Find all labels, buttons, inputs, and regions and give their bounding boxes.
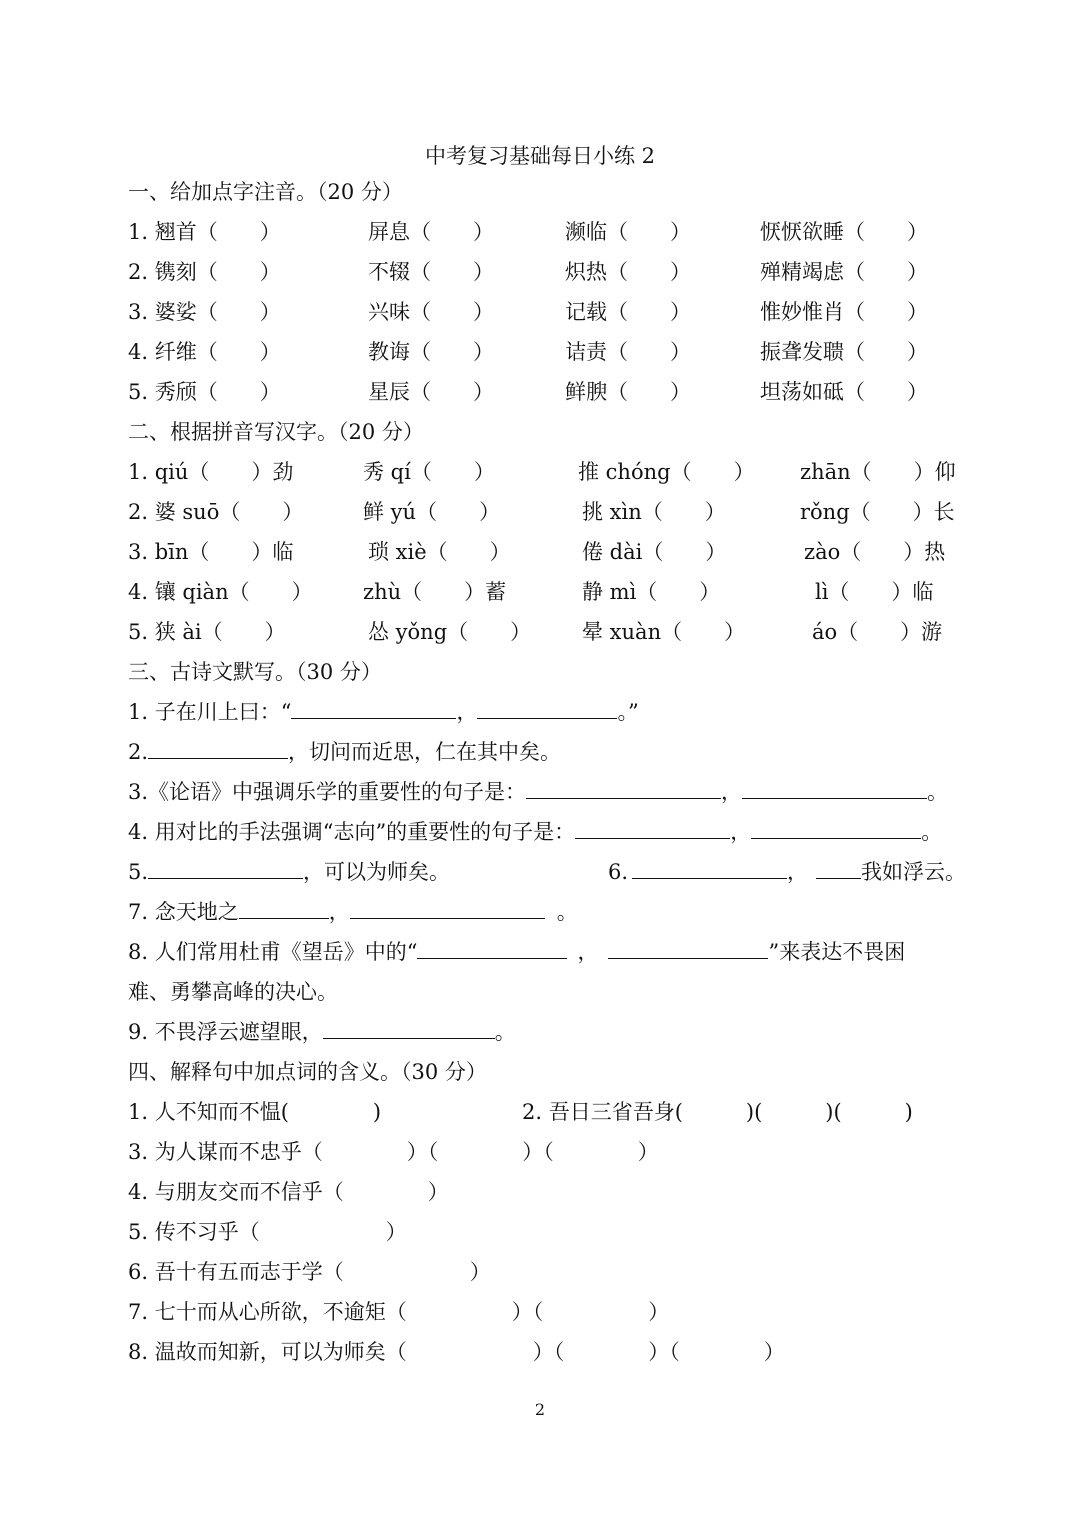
section2-item: 2. 婆 suō（ ） [128,500,304,524]
answer-blank[interactable] [477,698,617,719]
question-text: 我如浮云。 [861,860,967,884]
question-text: 7. 念天地之 [128,900,239,924]
section1-item: 振聋发聩（ ） [760,340,928,364]
question-text: ，切问而近思，仁在其中矣。 [288,740,562,764]
question-text: ，可以为师矣。 [303,860,451,884]
recitation-question-4 [128,817,942,847]
recitation-question-8 [128,937,905,967]
section2-item: áo（ ）游 [812,620,943,644]
section2-item: zhù（ ）蓄 [363,580,507,604]
recitation-question-3 [128,777,948,807]
section1-item: 殚精竭虑（ ） [760,260,928,284]
question-text: 8. 人们常用杜甫《望岳》中的“ [128,940,418,964]
section2-item: 静 mì（ ） [582,580,721,604]
explain-question-3: 3. 为人谋而不忠乎（ ）（ ）（ ） [128,1140,659,1164]
question-text: 2. [128,740,149,764]
answer-blank[interactable] [526,778,721,799]
section1-item: 2. 镌刻（ ） [128,260,281,284]
question-text: ， [456,700,478,724]
section1-item: 3. 婆娑（ ） [128,300,281,324]
section2-item: 挑 xìn（ ） [582,500,726,524]
recitation-question-5 [128,857,450,887]
question-text: 。 [921,820,943,844]
recitation-question-1 [128,697,639,727]
section1-item: 1. 翘首（ ） [128,220,281,244]
section1-item: 炽热（ ） [565,260,691,284]
section3-heading: 三、古诗文默写。（30 分） [128,660,382,684]
question-text: ， [730,820,752,844]
answer-blank[interactable] [608,938,768,959]
section1-item: 记载（ ） [565,300,691,324]
question-text: 。 [556,900,578,924]
explain-question-8: 8. 温故而知新，可以为师矣（ ）（ ）（ ） [128,1340,785,1364]
section1-item: 濒临（ ） [565,220,691,244]
recitation-question-6 [608,857,966,887]
answer-blank[interactable] [417,938,567,959]
explain-question-6: 6. 吾十有五而志于学（ ） [128,1260,491,1284]
recitation-question-7 [128,897,578,927]
section2-item: 5. 狭 ài（ ） [128,620,286,644]
explain-question-2: 2. 吾日三省吾身( )( )( ) [522,1100,913,1124]
answer-blank[interactable] [239,898,329,919]
answer-blank[interactable] [632,858,787,879]
section2-item: 鲜 yú（ ） [363,500,501,524]
question-text: ， [577,940,599,964]
answer-blank[interactable] [148,858,303,879]
section1-item: 恹恹欲睡（ ） [760,220,928,244]
page-title: 中考复习基础每日小练 2 [424,144,656,168]
recitation-question-8-continued: 难、勇攀高峰的决心。 [128,980,338,1004]
section2-item: 3. bīn（ ）临 [128,540,294,564]
section2-item: 1. qiú（ ）劲 [128,460,294,484]
question-text: 9. 不畏浮云遮望眼， [128,1020,323,1044]
answer-blank[interactable] [323,1018,495,1039]
question-text: 5. [128,860,149,884]
section1-item: 4. 纤维（ ） [128,340,281,364]
question-text: ”来表达不畏困 [768,940,906,964]
answer-blank[interactable] [575,818,730,839]
section1-item: 不辍（ ） [368,260,494,284]
section1-item: 兴味（ ） [368,300,494,324]
answer-blank[interactable] [350,898,545,919]
answer-blank[interactable] [148,738,288,759]
section2-heading: 二、根据拼音写汉字。（20 分） [128,420,424,444]
section2-item: 推 chóng（ ） [578,460,755,484]
explain-question-1: 1. 人不知而不愠( ) [128,1100,382,1124]
section1-item: 5. 秀颀（ ） [128,380,281,404]
answer-blank[interactable] [816,858,861,879]
section1-item: 星辰（ ） [368,380,494,404]
section2-item: zào（ ）热 [804,540,946,564]
section2-item: rǒng（ ）长 [800,500,955,524]
section1-item: 诘责（ ） [565,340,691,364]
section2-item: 4. 镶 qiàn（ ） [128,580,313,604]
section2-item: 怂 yǒng（ ） [368,620,532,644]
recitation-question-2 [128,737,561,767]
section2-item: 倦 dài（ ） [582,540,727,564]
section4-heading: 四、解释句中加点词的含义。（30 分） [128,1060,487,1084]
explain-question-4: 4. 与朋友交而不信乎（ ） [128,1180,449,1204]
section2-item: 晕 xuàn（ ） [582,620,746,644]
section1-heading: 一、给加点字注音。（20 分） [128,180,403,204]
section2-item: 秀 qí（ ） [363,460,495,484]
section2-item: zhān（ ）仰 [800,460,956,484]
question-text: ， [787,860,809,884]
explain-question-5: 5. 传不习乎（ ） [128,1220,407,1244]
section1-item: 屏息（ ） [368,220,494,244]
section2-item: lì（ ）临 [815,580,934,604]
section1-item: 鲜腴（ ） [565,380,691,404]
question-text: ， [328,900,350,924]
question-text: 。 [927,780,949,804]
question-text: ， [721,780,743,804]
page-number: 2 [534,1400,546,1419]
question-text: 。 [494,1020,516,1044]
question-text: 1. 子在川上曰：“ [128,700,292,724]
section1-item: 教诲（ ） [368,340,494,364]
explain-question-7: 7. 七十而从心所欲，不逾矩（ ）（ ） [128,1300,670,1324]
section1-item: 坦荡如砥（ ） [760,380,928,404]
answer-blank[interactable] [751,818,921,839]
question-text: 3.《论语》中强调乐学的重要性的句子是： [128,780,527,804]
recitation-question-9 [128,1017,516,1047]
answer-blank[interactable] [742,778,927,799]
question-text: 4. 用对比的手法强调“志向”的重要性的句子是： [128,820,576,844]
question-text: 6. [608,860,629,884]
answer-blank[interactable] [291,698,456,719]
section2-item: 琐 xiè（ ） [368,540,511,564]
question-text: 。” [617,700,639,724]
section1-item: 惟妙惟肖（ ） [760,300,928,324]
